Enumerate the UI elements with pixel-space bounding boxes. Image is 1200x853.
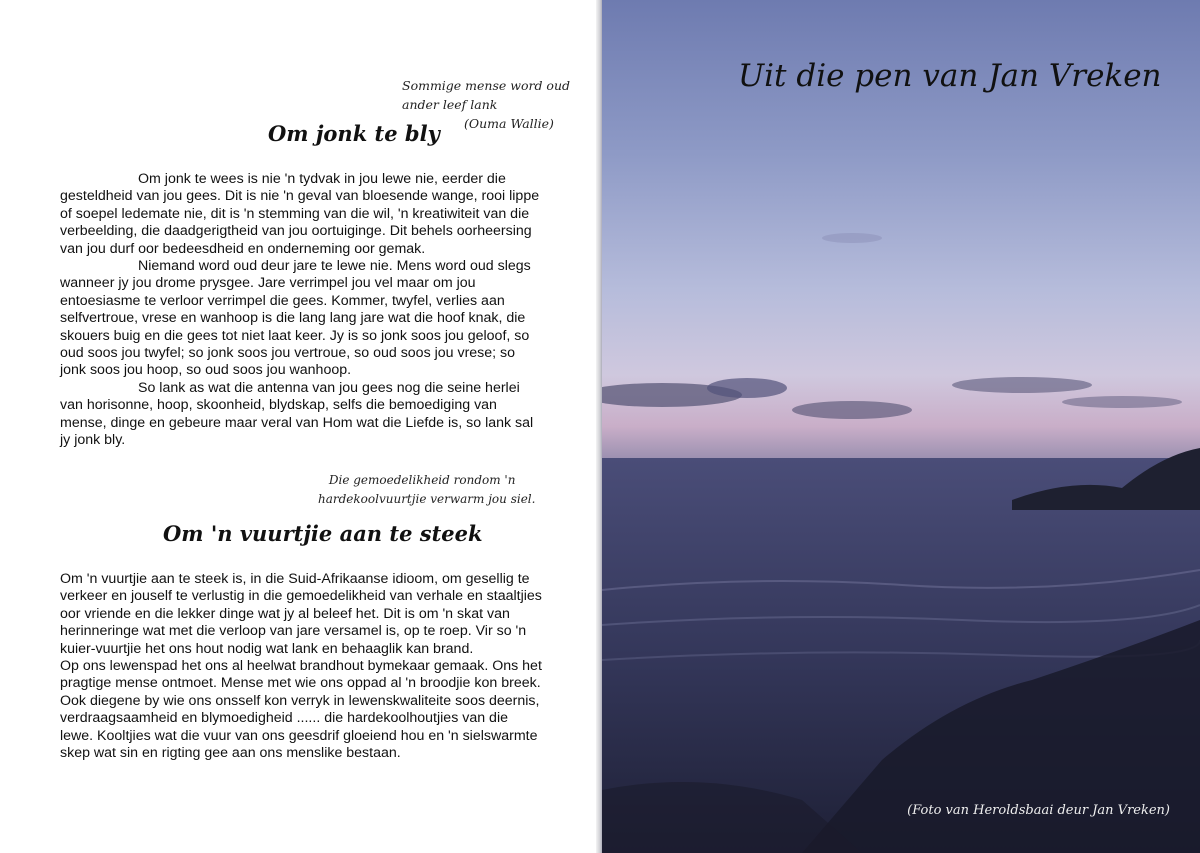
photo-caption: (Foto van Heroldsbaai deur Jan Vreken)	[907, 803, 1170, 818]
seascape-illustration	[602, 0, 1200, 853]
epigraph-line: Sommige mense word oud	[402, 78, 571, 93]
epigraph-fire	[318, 471, 535, 509]
epigraph-line: Die gemoedelikheid rondom 'n	[328, 473, 516, 487]
paragraph: So lank as wat die antenna van jou gees nog die seine herlei van horisonne, hoop, skoonheid, blydskap, selfs die bemoediging van mense, dinge en gebeure maar veral van Hom wat die Liefde is, so lank sal jy jonk bly.	[60, 379, 534, 449]
paragraph: Om jonk te wees is nie 'n tydvak in jou lewe nie, eerder die gesteldheid van jou gees. Dit is nie 'n geval van bloesende wange, rooi lippe of soepel ledemate nie, dit is 'n stemming van die wil, 'n kreatiwiteit van die verbeelding, die daadgerigtheid van jou oortuiginge. Dit behels oorheersing van jou durf oor bedeesdheid en onderneming oor gemak.	[60, 171, 540, 257]
paragraph: Om 'n vuurtjie aan te steek is, in die Suid-Afrikaanse idioom, om gesellig te verkeer en jouself te verlustig in die gemoedelikheid van verhale en staaltjies oor vriende en die lekker dinge wat jy al beleef het. Dit is om 'n skat van herinneringe wat met die verloop van jare versamel is, op te roep. Vir so 'n kuier-vuurtjie het ons hout nodig wat lank en behaaglik kan brand.	[60, 571, 542, 657]
section-body-fire	[60, 571, 542, 762]
cover-photo	[602, 0, 1200, 853]
section-title-fire: Om 'n vuurtjie aan te steek	[163, 521, 483, 546]
epigraph-attribution: (Ouma Wallie)	[464, 116, 554, 131]
epigraph-line: ander leef lank	[402, 97, 498, 112]
epigraph-line: hardekoolvuurtjie verwarm jou siel.	[318, 492, 536, 506]
section-body-young	[60, 171, 542, 450]
paragraph: Op ons lewenspad het ons al heelwat brandhout bymekaar gemaak. Ons het pragtige mense ontmoet. Mense met wie ons oppad al 'n broodjie kon breek. Ook diegene by wie ons onsself kon verryk in lewenskwaliteite soos deernis, verdraagsaamheid en blymoedigheid ...... die hardekoolhoutjies van die lewe. Kooltjies wat die vuur van ons geesdrif gloeiend hou en 'n sielswarmte skep wat sin en rigting gee aan ons menslike bestaan.	[60, 658, 542, 762]
paragraph: Niemand word oud deur jare te lewe nie. Mens word oud slegs wanneer jy jou drome prysgee. Jare verrimpel jou vel maar om jou entoesiasme te verloor verrimpel die gees. Kommer, twyfel, verlies aan selfvertroue, vrese en wanhoop is die lang lang jare wat die hoof knak, die skouers buig en die gees tot niet laat keer. Jy is so jonk soos jou geloof, so oud soos jou twyfel; so jonk soos jou vertroue, so oud soos jou vrese; so jonk soos jou hoop, so oud soos jou wanhoop.	[60, 258, 531, 379]
section-title-young: Om jonk te bly	[268, 121, 440, 146]
cover-title: Uit die pen van Jan Vreken	[738, 58, 1162, 94]
